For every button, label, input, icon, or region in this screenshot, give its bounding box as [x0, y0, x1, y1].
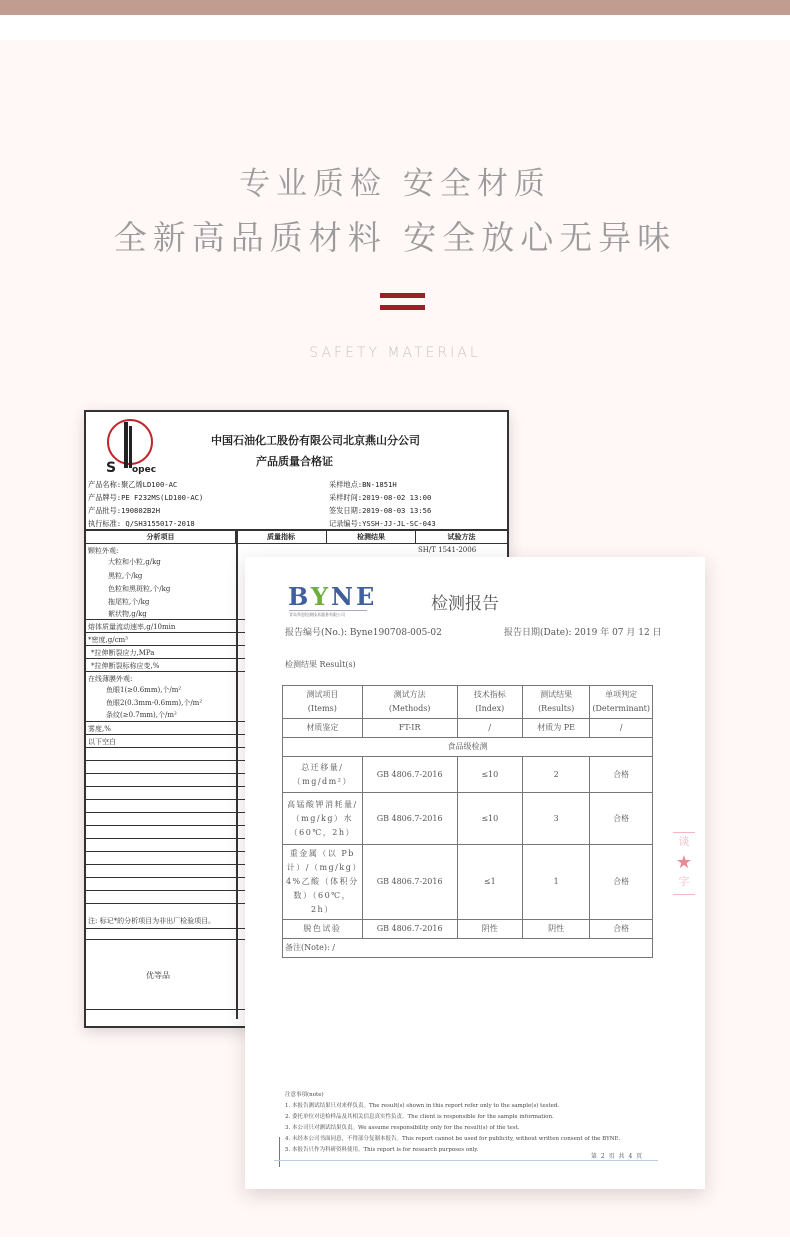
- top-color-bar: [0, 0, 790, 15]
- divider-bar-top: [380, 293, 425, 298]
- cell-item: 絮状物,g/kg: [108, 610, 147, 618]
- cell: /: [590, 719, 653, 738]
- cell-method: GB 4806.7-2016: [362, 920, 457, 939]
- cell-method: GB 4806.7-2016: [362, 793, 457, 845]
- certificate-company: 中国石油化工股份有限公司北京燕山分公司: [211, 434, 420, 447]
- cell-item: 鱼眼1(≥0.6mm),个/m²: [106, 686, 182, 694]
- cell-index: ≤10: [457, 793, 522, 845]
- cell-index: ≤1: [457, 845, 522, 920]
- cell-item: 重金属（以 Pb 计）/（mg/kg）4%乙酸（体积分数）（60℃，2h）: [283, 845, 363, 920]
- cell-index: 阴性: [457, 920, 522, 939]
- cell-item: 在线薄膜外观:: [88, 675, 133, 683]
- cell-item: *密度,g/cm³: [88, 636, 128, 644]
- headline-primary: 专业质检 安全材质: [239, 166, 551, 202]
- note-item: 2. 委托单位对送检样品及其相关信息真实性负责。The client is responsible for the sample information.: [285, 1114, 554, 1120]
- cell-verdict: 合格: [590, 757, 653, 793]
- remark-row: [283, 939, 653, 958]
- section-label: 食品级检测: [283, 738, 653, 757]
- product-grade: 产品牌号:PE F232MS(LD100-AC): [88, 493, 204, 502]
- footer-line: [274, 1160, 658, 1161]
- page-number: 第 2 页 共 4 页: [591, 1153, 644, 1160]
- cell-item: 条纹(≥0.7mm),个/m²: [106, 711, 177, 719]
- margin-bar: [279, 1137, 280, 1167]
- cell: FT-IR: [362, 719, 457, 738]
- cell-result: 3: [522, 793, 589, 845]
- cell-method: GB 4806.7-2016: [362, 757, 457, 793]
- col-quality-index: 质量指标: [236, 531, 327, 543]
- cell-verdict: 合格: [590, 793, 653, 845]
- cell-item: 脱色试验: [283, 920, 363, 939]
- section-row: [283, 738, 653, 757]
- results-table: [282, 685, 653, 958]
- results-table-header: [283, 686, 653, 719]
- cell-item: 颗粒外观:: [88, 547, 119, 555]
- certificate-note: 注: 标记*的分析项目为非出厂检验项目。: [88, 917, 216, 925]
- cell-item: *拉伸断裂应力,MPa: [91, 649, 155, 657]
- table-divider: [236, 529, 238, 1019]
- cell-item: 高锰酸钾消耗量/（mg/kg）水（60℃，2h）: [283, 793, 363, 845]
- note-item: 3. 本公司只对测试结果负责。We assume responsibility only for the result(s) of the test.: [285, 1125, 520, 1131]
- cell-verdict: 合格: [590, 845, 653, 920]
- col-determinant: 单项判定 (Determinant): [590, 686, 653, 719]
- cell-result: 1: [522, 845, 589, 920]
- cell-method: GB 4806.7-2016: [362, 845, 457, 920]
- divider-bar-bottom: [380, 305, 425, 310]
- col-analysis-item: 分析项目: [86, 531, 236, 543]
- table-row: [283, 757, 653, 793]
- byne-test-report: [245, 557, 705, 1189]
- col-results: 测试结果 (Results): [522, 686, 589, 719]
- table-row: [283, 920, 653, 939]
- report-number: 报告编号(No.): Byne190708-005-02: [285, 628, 442, 638]
- cell-item: 黑粒,个/kg: [108, 572, 143, 580]
- note-item: 1. 本报告测试结果只对来样负责。The result(s) shown in this report refer only to the sample(s) tested.: [285, 1103, 560, 1109]
- report-title: 检测报告: [431, 594, 499, 614]
- red-seal-stamp-icon: 谈 ★ 字: [673, 832, 695, 917]
- table-row-material: [283, 719, 653, 738]
- cell-result: 阴性: [522, 920, 589, 939]
- headline-secondary: 全新高品质材料 安全放心无异味: [113, 218, 677, 257]
- cell: 材质鉴定: [283, 719, 363, 738]
- col-index: 技术指标 (Index): [457, 686, 522, 719]
- certificate-table-header: [86, 531, 507, 544]
- table-row: [283, 845, 653, 920]
- results-label: 检测结果 Result(s): [285, 660, 356, 669]
- cell-item: 鱼眼2(0.3mm-0.6mm),个/m²: [106, 699, 203, 707]
- product-name: 产品名称:聚乙烯LD100-AC: [88, 480, 178, 489]
- remark: 备注(Note): /: [283, 939, 653, 958]
- report-date: 报告日期(Date): 2019 年 07 月 12 日: [504, 628, 662, 638]
- cell-verdict: 合格: [590, 920, 653, 939]
- product-batch: 产品批号:190802B2H: [88, 506, 161, 515]
- cell-item: 雾度,%: [88, 725, 111, 733]
- cell-item: *拉伸断裂标称应变,%: [91, 662, 160, 670]
- svg-text:S: S: [106, 460, 117, 474]
- product-standard: 执行标准: Q/SH3155017-2018: [88, 519, 195, 528]
- cell-item: 熔体质量流动速率,g/10min: [88, 623, 176, 631]
- sampling-time: 采样时间:2019-08-02 13:00: [329, 493, 432, 502]
- notes-section: [285, 1090, 620, 1156]
- cell-method: SH/T 1541-2006: [418, 546, 477, 554]
- cell-item: 总迁移量/（mg/dm²）: [283, 757, 363, 793]
- cell-item: 色粒和黑斑粒,个/kg: [108, 585, 171, 593]
- cell-result: 2: [522, 757, 589, 793]
- note-item: 5. 本报告只作为科研资料使用。This report is for research purposes only.: [285, 1147, 479, 1153]
- col-items: 测试项目 (Items): [283, 686, 363, 719]
- cell: 材质为 PE: [522, 719, 589, 738]
- cell-item: 以下空白: [88, 738, 116, 746]
- cell-item: 拖尾粒,个/kg: [108, 598, 150, 606]
- col-test-result: 检测结果: [327, 531, 416, 543]
- cell-index: ≤10: [457, 757, 522, 793]
- col-test-method: 试验方法: [447, 532, 476, 541]
- byne-logo-subtitle: 青岛拜恩检测技术服务有限公司: [289, 610, 367, 618]
- certificate-title: 产品质量合格证: [256, 455, 333, 468]
- col-methods: 测试方法 (Methods): [362, 686, 457, 719]
- table-row: [283, 793, 653, 845]
- note-item: 4. 未经本公司书面同意，不得部分复制本报告。This report cannot be used for publicity, without written consent of the BYNE.: [285, 1136, 621, 1142]
- section-subtitle: SAFETY MATERIAL: [309, 345, 481, 361]
- issue-date: 签发日期:2019-08-03 13:56: [329, 506, 432, 515]
- svg-text:opec: opec: [132, 465, 156, 474]
- cell-item: 大粒和小粒,g/kg: [108, 558, 161, 566]
- judgement-value: 优等品: [146, 971, 170, 980]
- byne-logo: BYNE: [288, 582, 378, 611]
- notes-title: 注意事项(note): [285, 1092, 324, 1098]
- sinopec-logo-icon: [104, 418, 156, 474]
- cell: /: [457, 719, 522, 738]
- record-number: 记录编号:YSSH-JJ-JL-SC-043: [329, 519, 436, 528]
- sampling-site: 采样地点:BN-1851H: [329, 480, 397, 489]
